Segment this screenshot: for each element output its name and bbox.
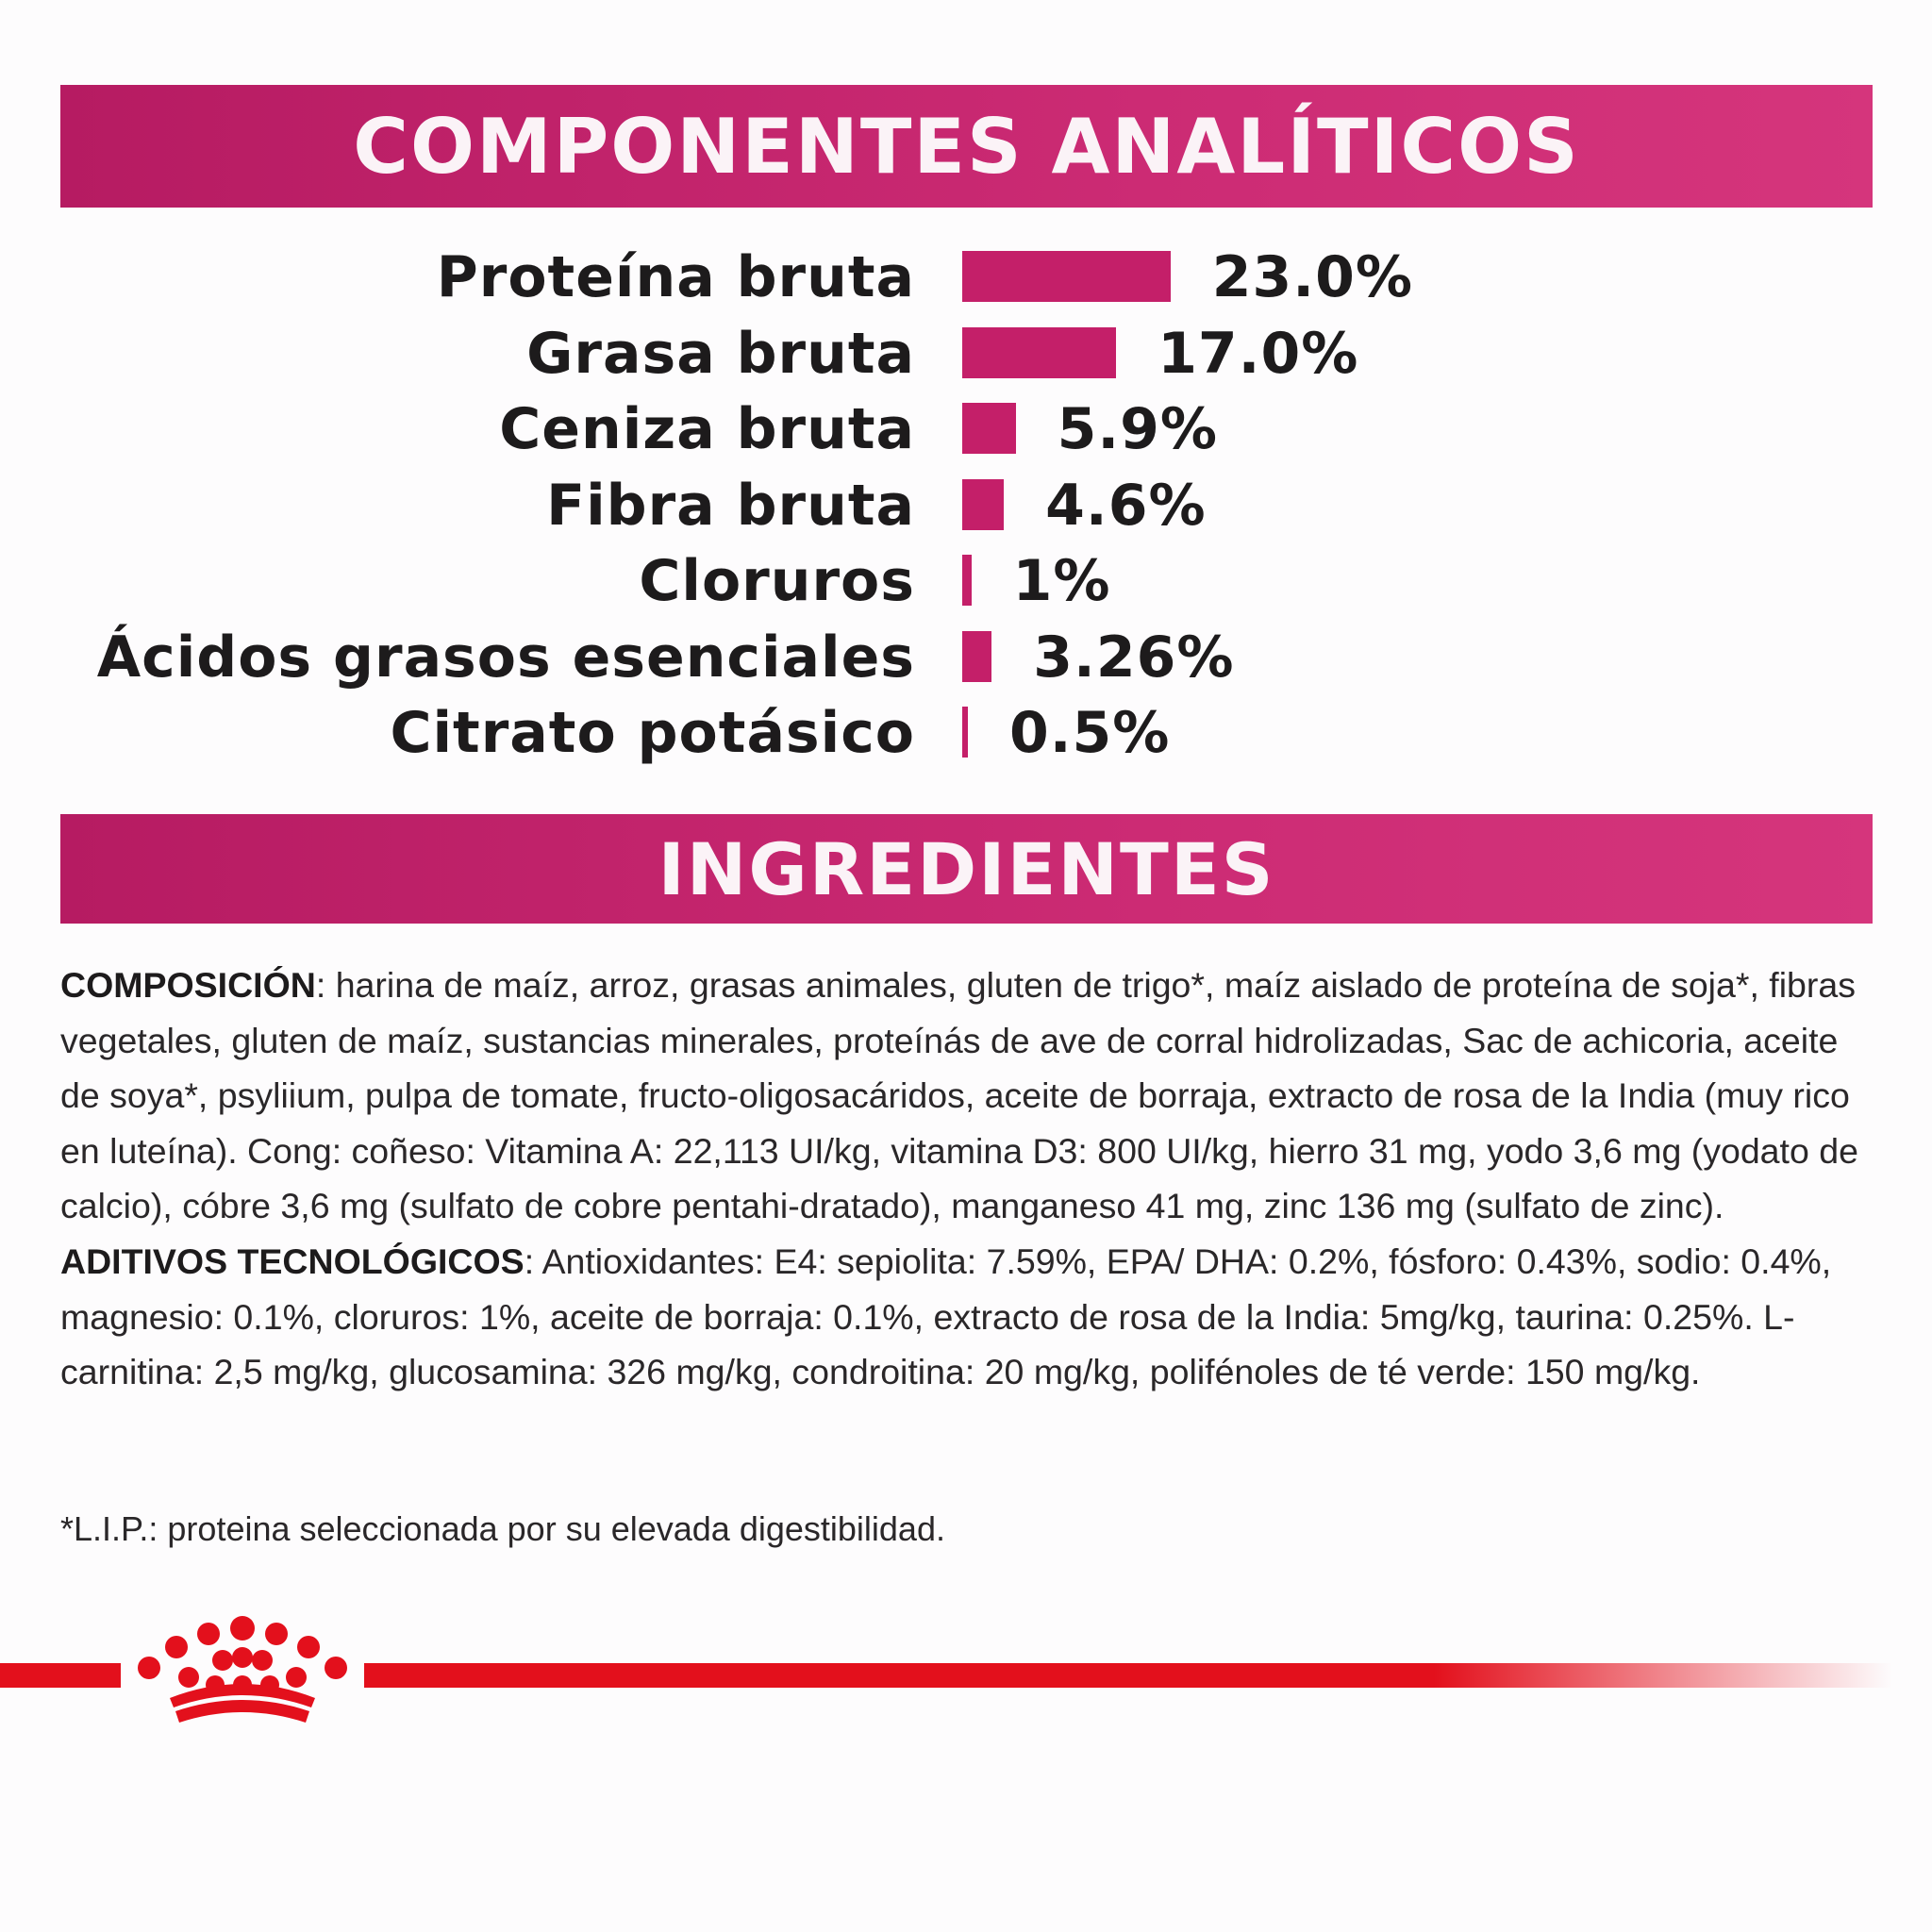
analytics-value: 23.0%	[1211, 244, 1413, 310]
analytics-bar	[962, 479, 1004, 530]
analytics-value: 1%	[1012, 548, 1111, 614]
analytics-row	[0, 395, 1932, 472]
analytics-label: Ceniza bruta	[499, 396, 915, 462]
additives-text: : Antioxidantes: E4: sepiolita: 7.59%, EPA/ DHA: 0.2%, fósforo: 0.43%, sodio: 0.4%, magnesio: 0.1%, cloruros: 1%, aceite de borraja: 0.1%, extracto de rosa de la India: 5mg/kg, taurina: 0.25%. L-carnitina: 2,5 mg/kg, glucosamina: 326 mg/kg, condroitina: 20 mg/kg, polifénoles de té verde: 150 mg/kg.	[60, 1241, 1832, 1392]
analytics-value: 5.9%	[1057, 396, 1219, 462]
analytics-label: Proteína bruta	[436, 244, 915, 310]
analytics-bar	[962, 555, 972, 606]
composition-text: : harina de maíz, arroz, grasas animales, gluten de trigo*, maíz aislado de proteína de soja*, fibras vegetales, gluten de maíz, sustancias minerales, proteínás de ave de corral hidrolizadas, Sac de achicoria, aceite de soya*, psyliium, pulpa de tomate, fructo-oligosacáridos, aceite de borraja, extracto de rosa de la India (muy rico en luteína). Cong: coñeso: Vitamina A: 22,113 UI/kg, vitamina D3: 800 UI/kg, hierro 31 mg, yodo 3,6 mg (yodato de calcio), cóbre 3,6 mg (sulfato de cobre pentahi-dratado), manganeso 41 mg, zinc 136 mg (sulfato de zinc).	[60, 965, 1858, 1226]
analytics-label: Ácidos grasos esenciales	[96, 624, 915, 691]
additives-heading: ADITIVOS TECNOLÓGICOS	[60, 1241, 525, 1281]
analytics-bar	[962, 327, 1116, 378]
analytics-label: Cloruros	[639, 548, 915, 614]
ingredients-banner	[60, 814, 1873, 924]
analytics-row	[0, 320, 1932, 396]
analytics-banner	[60, 85, 1873, 208]
analytics-value: 4.6%	[1045, 472, 1207, 539]
analytics-bar	[962, 707, 968, 758]
composition-paragraph	[60, 958, 1881, 1234]
analytics-value: 0.5%	[1009, 700, 1171, 766]
analytics-bar	[962, 403, 1016, 454]
ingredients-title: INGREDIENTES	[658, 826, 1275, 911]
footnote: *L.I.P.: proteina seleccionada por su elevada digestibilidad.	[60, 1509, 945, 1548]
analytics-row	[0, 699, 1932, 775]
composition-heading: COMPOSICIÓN	[60, 965, 316, 1005]
analytics-row	[0, 243, 1932, 320]
analytics-row	[0, 547, 1932, 624]
analytics-value: 3.26%	[1033, 624, 1235, 691]
analytics-label: Citrato potásico	[390, 700, 915, 766]
crown-icon	[132, 1613, 354, 1740]
brand-line-left	[0, 1663, 121, 1688]
analytics-value: 17.0%	[1158, 320, 1359, 387]
analytics-list	[0, 243, 1932, 775]
analytics-bar	[962, 251, 1171, 302]
analytics-label: Fibra bruta	[546, 472, 915, 539]
brand-line-right	[364, 1663, 1892, 1688]
analytics-label: Grasa bruta	[526, 320, 915, 387]
additives-paragraph	[60, 1234, 1881, 1400]
analytics-title: COMPONENTES ANALÍTICOS	[353, 102, 1580, 191]
analytics-row	[0, 472, 1932, 548]
analytics-row	[0, 624, 1932, 700]
analytics-bar	[962, 631, 991, 682]
ingredients-text	[60, 958, 1881, 1400]
